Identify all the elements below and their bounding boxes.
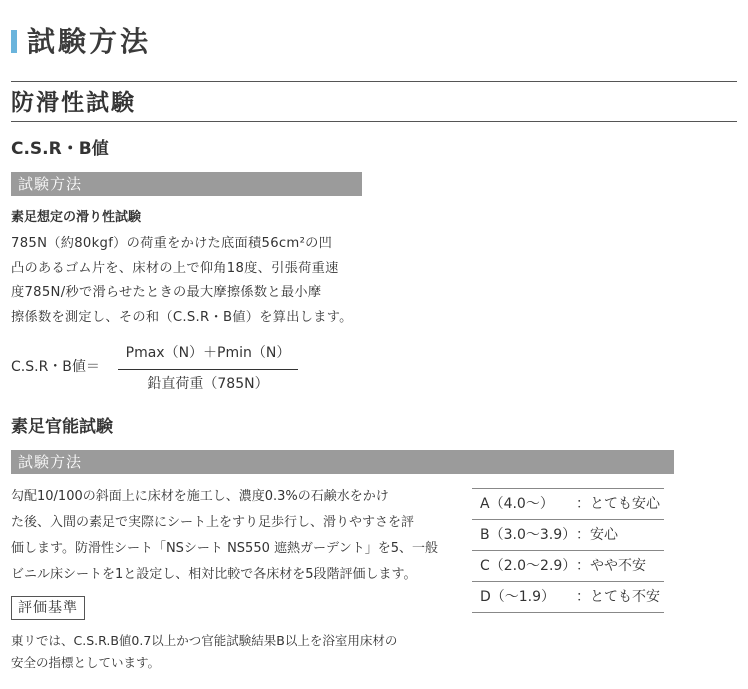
grade-code: D（〜1.9） <box>480 589 556 605</box>
footnote-line: 安全の指標としています。 <box>11 655 161 670</box>
csrb-method-band: 試験方法 <box>11 172 362 196</box>
formula-label: C.S.R・B値＝ <box>11 359 100 375</box>
csrb-description-line: 度785N/秒で滑らせたときの最大摩擦係数と最小摩 <box>11 285 322 300</box>
grade-row <box>472 488 664 520</box>
sensory-method-band: 試験方法 <box>11 450 674 474</box>
sensory-description-line: 価します。防滑性シート「NSシート NS550 遮熱ガーデント」を5、一般 <box>11 541 439 556</box>
title-divider <box>11 81 737 82</box>
footnote-line: 東リでは、C.S.R.B値0.7以上かつ官能試験結果B以上を浴室用床材の <box>11 633 398 648</box>
csrb-description <box>11 232 371 330</box>
grade-desc: ：とても不安 <box>576 589 660 605</box>
grade-code: C（2.0〜2.9） <box>480 558 577 574</box>
grade-desc: ：とても安心 <box>576 496 660 512</box>
grade-code: B（3.0〜3.9） <box>480 527 577 543</box>
csrb-description-line: 擦係数を測定し、その和（C.S.R・B値）を算出します。 <box>11 309 353 325</box>
sensory-heading: 素足官能試験 <box>11 417 113 437</box>
sensory-description-line: 勾配10/100の斜面上に床材を施工し、濃度0.3%の石鹸水をかけ <box>11 489 389 504</box>
csrb-heading: C.S.R・B値 <box>11 139 109 159</box>
grade-row <box>472 582 664 613</box>
grade-row <box>472 520 664 551</box>
sensory-description-line: た後、入間の素足で実際にシート上をすり足歩行し、滑りやすさを評 <box>11 515 415 530</box>
section-divider <box>11 121 737 122</box>
section-title: 防滑性試験 <box>11 90 136 116</box>
csrb-description-line: 凸のあるゴム片を、床材の上で仰角18度、引張荷重速 <box>11 260 339 276</box>
formula-numerator: Pmax（N）＋Pmin（N） <box>125 345 291 361</box>
formula-fraction-line <box>118 369 298 370</box>
title-accent-bar <box>11 30 17 53</box>
footnote <box>11 630 451 674</box>
page-title: 試験方法 <box>27 25 152 58</box>
grade-table <box>472 488 664 613</box>
grade-code: A（4.0〜） <box>480 496 554 512</box>
csrb-description-line: 785N（約80kgf）の荷重をかけた底面積56cm²の凹 <box>11 236 333 251</box>
csrb-subheading: 素足想定の滑り性試験 <box>11 210 142 225</box>
grade-desc: ：やや不安 <box>576 558 646 574</box>
grade-desc: ：安心 <box>576 527 618 543</box>
formula-denominator: 鉛直荷重（785N） <box>147 376 269 392</box>
sensory-description <box>11 484 451 588</box>
sensory-description-line: ビニル床シートを1と設定し、相対比較で各床材を5段階評価します。 <box>11 567 417 582</box>
grade-row <box>472 551 664 582</box>
criteria-label: 評価基準 <box>11 596 85 620</box>
